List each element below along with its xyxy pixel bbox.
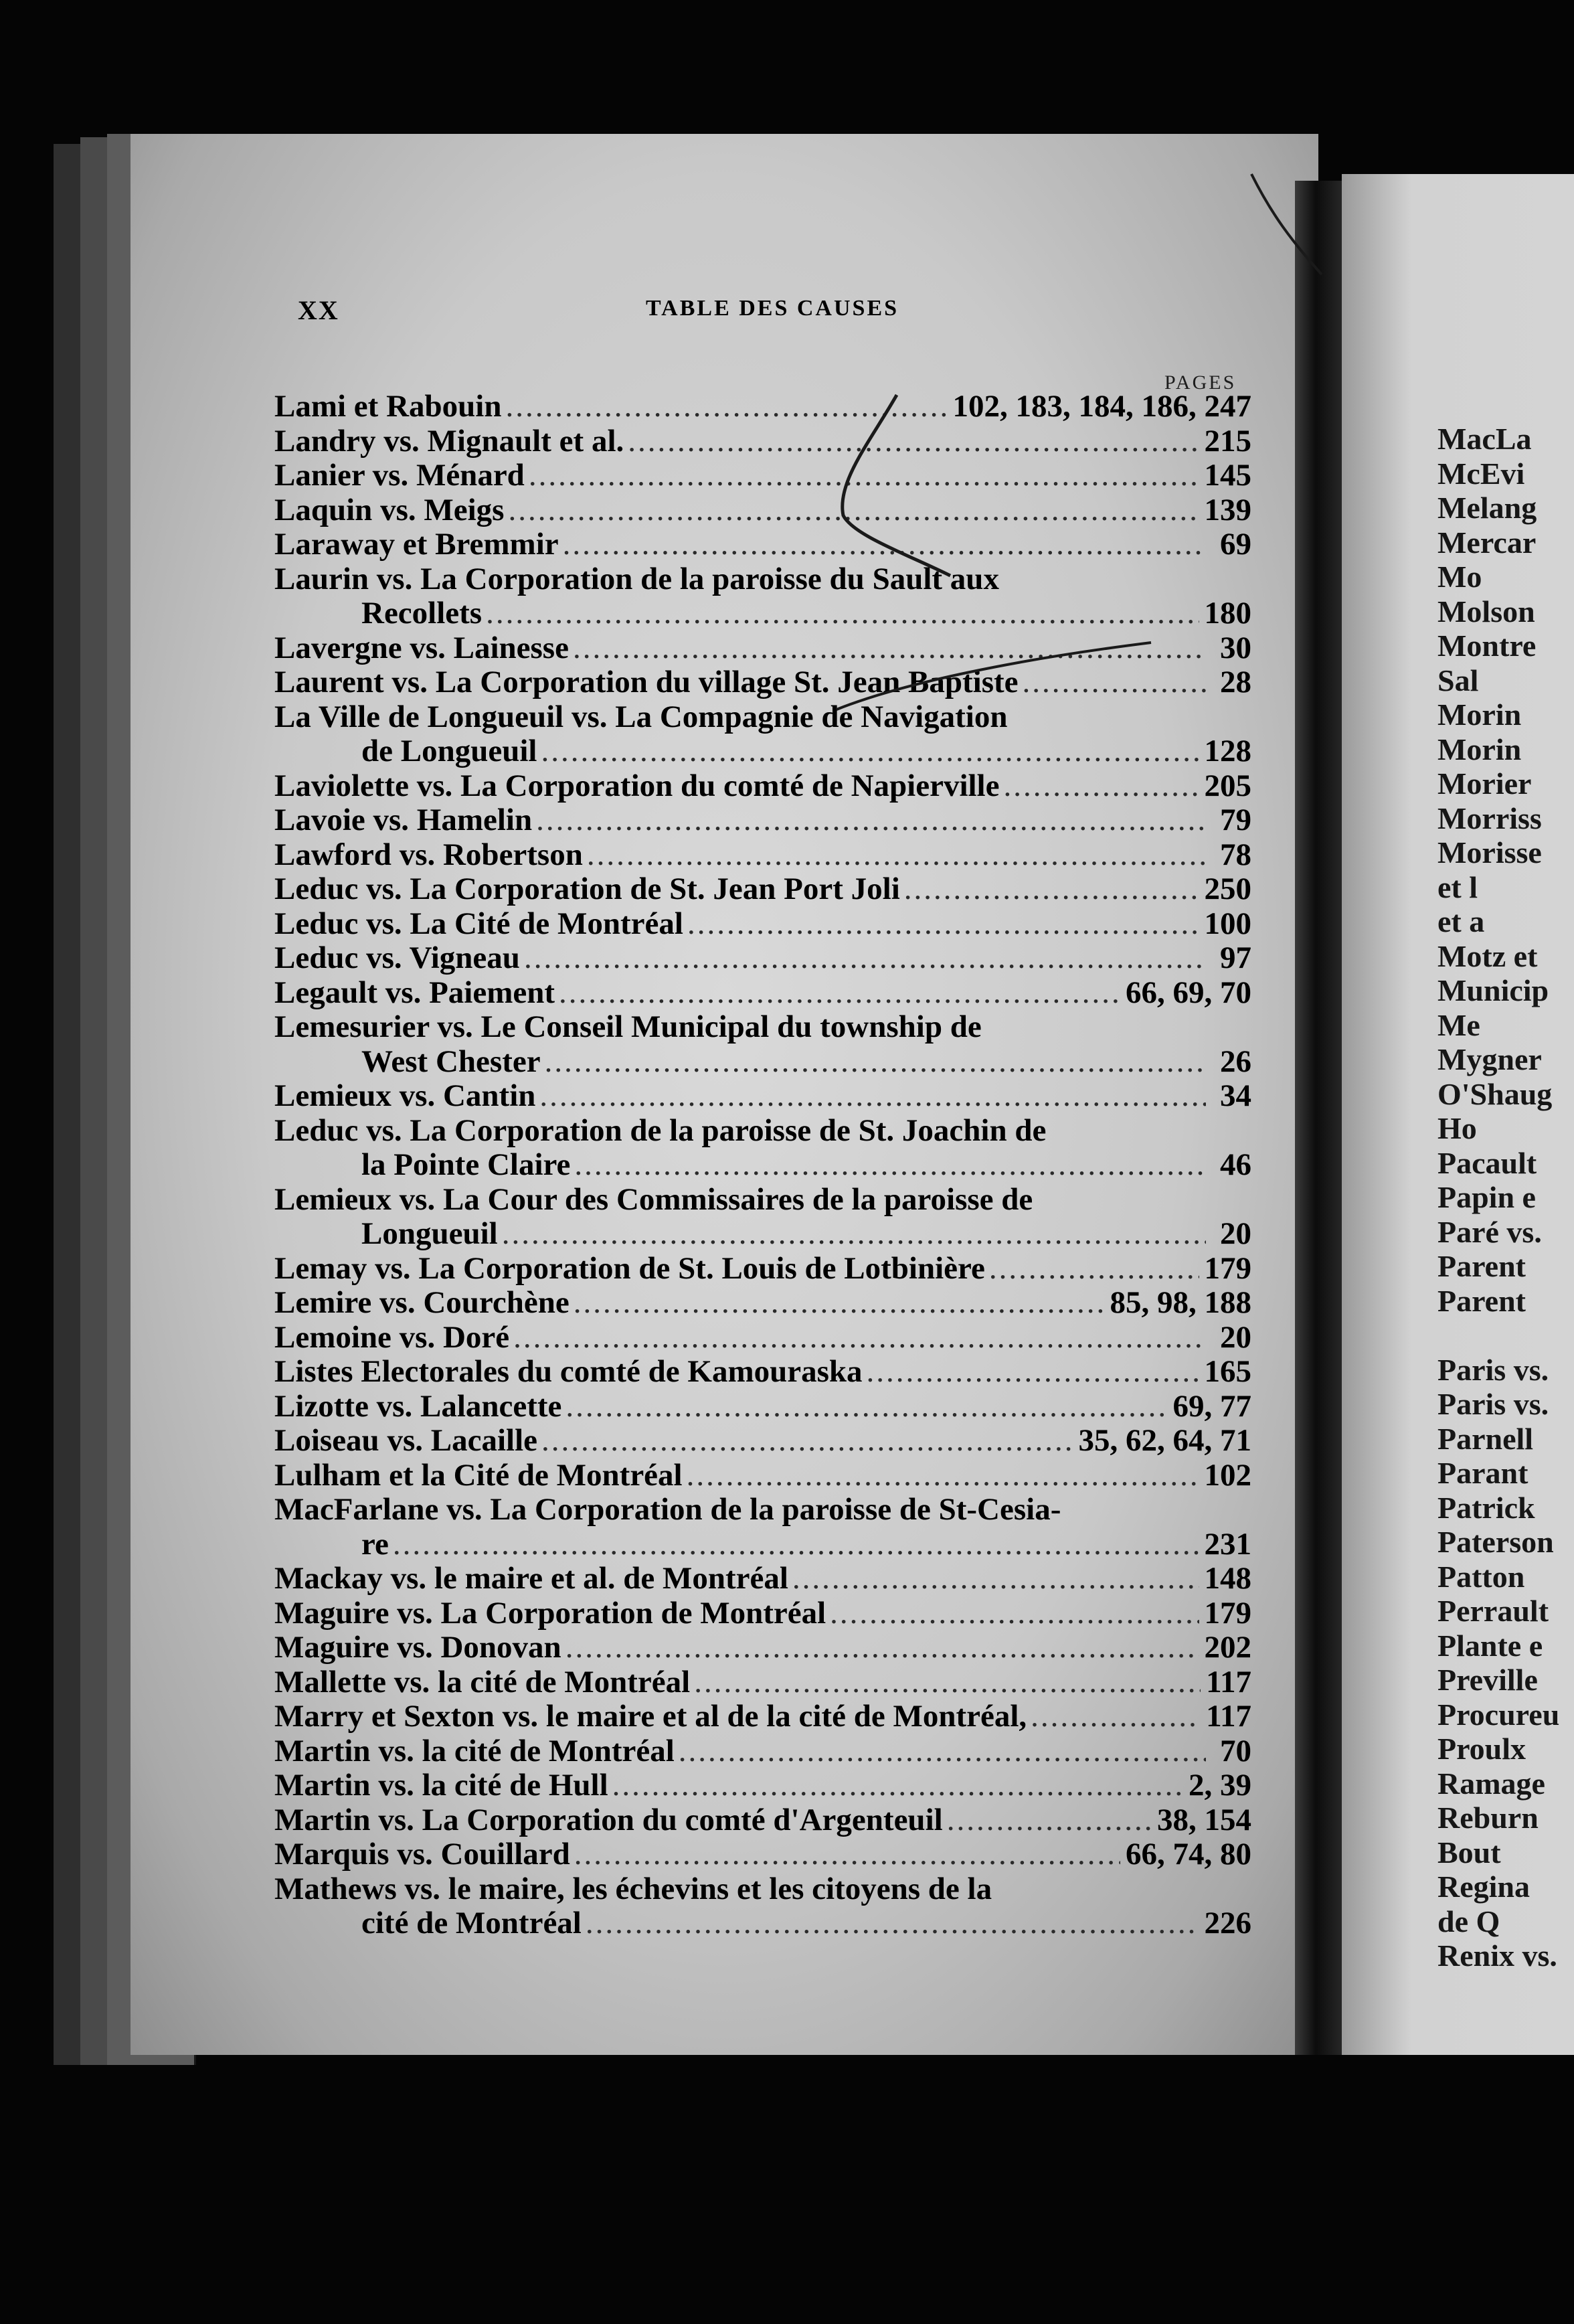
page-reference: 102, 183, 184, 186, 247 <box>952 390 1251 424</box>
right-page-line: Mercar <box>1437 525 1537 560</box>
right-page-line: Ho <box>1437 1111 1477 1145</box>
right-page-line: Parnell <box>1437 1421 1534 1456</box>
page-reference: 148 <box>1204 1562 1251 1596</box>
case-name: Longueuil <box>361 1217 498 1251</box>
right-page-line: Papin e <box>1437 1180 1536 1214</box>
page-reference: 2, 39 <box>1189 1768 1251 1803</box>
right-page-line: Preville <box>1437 1663 1538 1697</box>
case-name: Lemay vs. La Corporation de St. Louis de Lotbinière <box>274 1251 985 1286</box>
page-reference: 102 <box>1204 1458 1251 1493</box>
right-page-line: McEvi <box>1437 456 1525 491</box>
page-reference: 20 <box>1220 1217 1251 1251</box>
page-reference: 20 <box>1220 1320 1251 1355</box>
page-reference: 66, 69, 70 <box>1126 975 1251 1010</box>
page-reference: 66, 74, 80 <box>1126 1837 1251 1872</box>
page-reference: 226 <box>1204 1906 1251 1940</box>
case-name: la Pointe Claire <box>361 1148 571 1182</box>
case-name: Mallette vs. la cité de Montréal <box>274 1665 691 1699</box>
right-page-line: Reburn <box>1437 1801 1539 1835</box>
case-name: Mathews vs. le maire, les échevins et les citoyens de la <box>274 1872 992 1906</box>
case-name: Lavergne vs. Lainesse <box>274 631 569 665</box>
page-reference: 205 <box>1204 768 1251 803</box>
case-name: Lemieux vs. La Cour des Commissaires de la paroisse de <box>274 1182 1033 1217</box>
page-reference: 69, 77 <box>1172 1389 1251 1424</box>
case-name: Lanier vs. Ménard <box>274 459 525 493</box>
page-reference: 180 <box>1204 596 1251 631</box>
right-page-line: Pacault <box>1437 1145 1537 1180</box>
page-reference: 85, 98, 188 <box>1110 1286 1251 1320</box>
case-name: Laurent vs. La Corporation du village St. Jean Baptiste <box>274 665 1019 699</box>
right-page-line: Melang <box>1437 491 1537 525</box>
case-name: Lizotte vs. Lalancette <box>274 1389 562 1424</box>
page-reference: 28 <box>1220 665 1251 699</box>
right-page-line: Paré vs. <box>1437 1214 1542 1249</box>
case-name: Legault vs. Paiement <box>274 975 555 1010</box>
case-name: Lami et Rabouin <box>274 390 502 424</box>
page-reference: 215 <box>1204 424 1251 459</box>
pen-stroke <box>1251 174 1322 274</box>
page-reference: 70 <box>1220 1734 1251 1768</box>
case-name: MacFarlane vs. La Corporation de la paroisse de St-Cesia- <box>274 1493 1061 1527</box>
case-name: Leduc vs. La Corporation de St. Jean Port Joli <box>274 872 900 906</box>
case-name: Martin vs. la cité de Montréal <box>274 1734 675 1768</box>
pages-column-label: PAGES <box>1164 371 1237 394</box>
page-reference: 46 <box>1220 1148 1251 1182</box>
right-page-line: Paterson <box>1437 1525 1554 1559</box>
page-reference: 38, 154 <box>1157 1803 1251 1837</box>
case-name: Leduc vs. La Cité de Montréal <box>274 906 683 941</box>
page-reference: 69 <box>1220 527 1251 562</box>
page-title: TABLE DES CAUSES <box>646 296 899 321</box>
right-page-line: O'Shaug <box>1437 1076 1553 1111</box>
page-reference: 34 <box>1220 1079 1251 1113</box>
page-reference: 145 <box>1204 459 1251 493</box>
right-page-line: Perrault <box>1437 1594 1549 1628</box>
case-name: Laquin vs. Meigs <box>274 493 505 527</box>
case-name: Marquis vs. Couillard <box>274 1837 570 1872</box>
right-page-line: Morin <box>1437 732 1522 766</box>
right-page-line: Patton <box>1437 1559 1525 1594</box>
right-page-line: Me <box>1437 1007 1480 1042</box>
case-name: La Ville de Longueuil vs. La Compagnie de Navigation <box>274 699 1008 734</box>
case-name: Laurin vs. La Corporation de la paroisse du Sault aux <box>274 562 999 596</box>
right-page-line: Parant <box>1437 1456 1528 1490</box>
page-reference: 139 <box>1204 493 1251 527</box>
case-name: West Chester <box>361 1044 541 1079</box>
right-page-line: Morisse <box>1437 835 1542 869</box>
right-page-line: et l <box>1437 869 1478 904</box>
page-reference: 250 <box>1204 872 1251 906</box>
right-page-line: Paris vs. <box>1437 1387 1549 1421</box>
right-page-line: Ramage <box>1437 1766 1545 1801</box>
case-name: Lemire vs. Courchène <box>274 1286 570 1320</box>
page-reference: 30 <box>1220 631 1251 665</box>
right-page-line: Parent <box>1437 1283 1526 1318</box>
right-page-line: Morin <box>1437 697 1522 732</box>
case-name: Lulham et la Cité de Montréal <box>274 1458 683 1493</box>
page-reference: 97 <box>1220 941 1251 975</box>
right-page-line: Parent <box>1437 1249 1526 1283</box>
right-page-line: Molson <box>1437 594 1535 629</box>
page-reference: 78 <box>1220 837 1251 872</box>
right-page-line: Mo <box>1437 560 1482 594</box>
right-page-line: Bout <box>1437 1835 1501 1870</box>
case-name: Lawford vs. Robertson <box>274 837 583 872</box>
right-page-line: Municip <box>1437 973 1549 1007</box>
right-page-line: Regina <box>1437 1870 1530 1904</box>
case-name: Leduc vs. La Corporation de la paroisse de St. Joachin de <box>274 1113 1047 1148</box>
case-name: Lemieux vs. Cantin <box>274 1079 536 1113</box>
case-name: Landry vs. Mignault et al. <box>274 424 624 459</box>
right-page-line: Sal <box>1437 663 1479 697</box>
right-page-line: de Q <box>1437 1904 1500 1938</box>
page-reference: 26 <box>1220 1044 1251 1079</box>
right-page-line: Mygner <box>1437 1042 1542 1076</box>
page-reference: 128 <box>1204 734 1251 768</box>
page-reference: 202 <box>1204 1631 1251 1665</box>
right-page-line: Renix vs. <box>1437 1938 1557 1973</box>
right-page-line: Paris vs. <box>1437 1352 1549 1387</box>
case-name: Lavoie vs. Hamelin <box>274 803 533 837</box>
case-name: de Longueuil <box>361 734 537 768</box>
case-name: cité de Montréal <box>361 1906 582 1940</box>
case-name: Lemesurier vs. Le Conseil Municipal du township de <box>274 1010 982 1044</box>
page-reference: 231 <box>1204 1527 1251 1562</box>
page-reference: 79 <box>1220 803 1251 837</box>
case-name: Laviolette vs. La Corporation du comté de Napierville <box>274 768 1000 803</box>
page-reference: 117 <box>1206 1665 1251 1699</box>
case-name: Lemoine vs. Doré <box>274 1320 510 1355</box>
case-name: Mackay vs. le maire et al. de Montréal <box>274 1562 788 1596</box>
right-page-line: Morier <box>1437 766 1532 801</box>
page-reference: 179 <box>1204 1251 1251 1286</box>
page-reference: 165 <box>1204 1355 1251 1389</box>
case-name: Leduc vs. Vigneau <box>274 941 520 975</box>
case-name: Recollets <box>361 596 483 631</box>
case-name: Marry et Sexton vs. le maire et al de la cité de Montréal, <box>274 1699 1027 1734</box>
case-name: Loiseau vs. Lacaille <box>274 1424 537 1458</box>
right-page-line: Montre <box>1437 629 1537 663</box>
case-name: Listes Electorales du comté de Kamouraska <box>274 1355 863 1389</box>
case-name: Maguire vs. La Corporation de Montréal <box>274 1596 826 1631</box>
case-name: Maguire vs. Donovan <box>274 1631 561 1665</box>
case-name: re <box>361 1527 389 1562</box>
pen-stroke <box>837 643 1151 710</box>
right-page-line: Patrick <box>1437 1490 1535 1525</box>
pen-stroke <box>843 395 950 576</box>
case-name: Laraway et Bremmir <box>274 527 559 562</box>
page-number: XX <box>298 295 339 325</box>
right-page-line: Plante e <box>1437 1628 1543 1663</box>
case-name: Martin vs. la cité de Hull <box>274 1768 608 1803</box>
page-reference: 100 <box>1204 906 1251 941</box>
right-page-line: Procureu <box>1437 1697 1560 1732</box>
right-page-line: et a <box>1437 904 1485 938</box>
right-page-line: MacLa <box>1437 422 1532 456</box>
right-page-line: Proulx <box>1437 1732 1526 1766</box>
page-reference: 35, 62, 64, 71 <box>1078 1424 1251 1458</box>
right-page-line: Morriss <box>1437 801 1542 835</box>
page-reference: 179 <box>1204 1596 1251 1631</box>
right-page-line: Motz et <box>1437 938 1538 973</box>
case-name: Martin vs. La Corporation du comté d'Argenteuil <box>274 1803 943 1837</box>
page-reference: 117 <box>1206 1699 1251 1734</box>
